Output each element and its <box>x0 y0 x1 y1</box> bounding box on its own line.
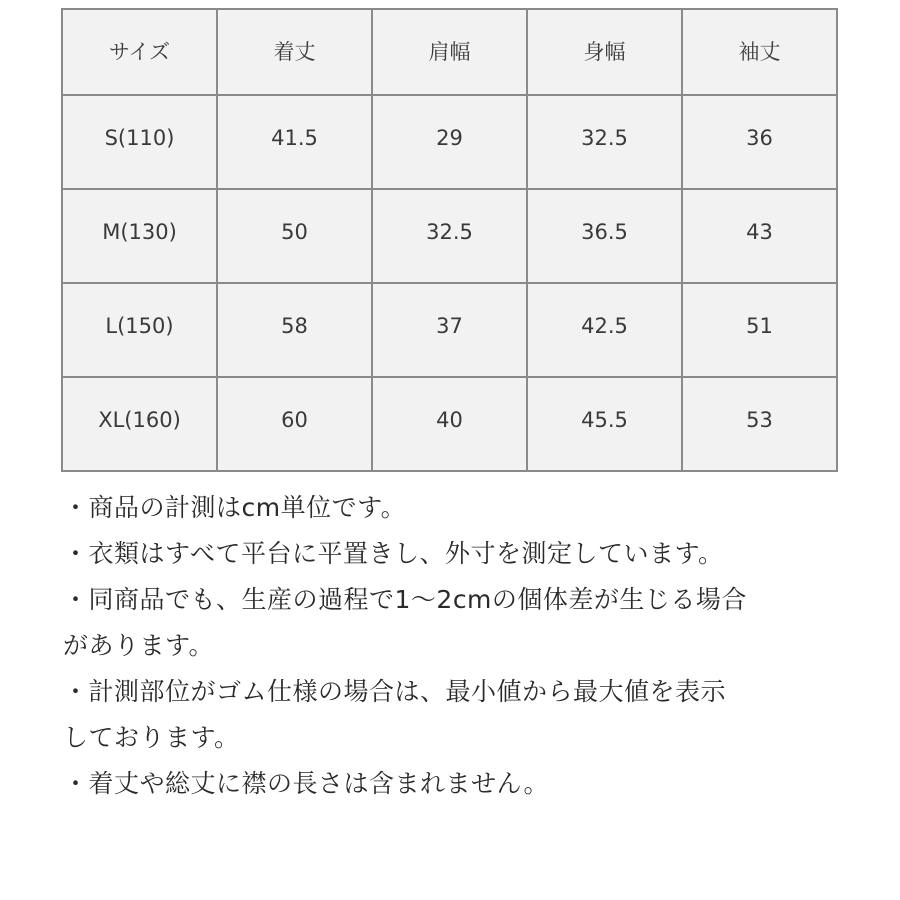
table-cell: 32.5 <box>527 95 682 189</box>
table-cell: 36 <box>682 95 837 189</box>
table-cell: 45.5 <box>527 377 682 471</box>
table-cell: 37 <box>372 283 527 377</box>
table-cell: XL(160) <box>62 377 217 471</box>
table-row <box>62 95 837 189</box>
table-row <box>62 189 837 283</box>
note-line: ・商品の計測はcm単位です。 <box>63 493 407 522</box>
table-cell: 60 <box>217 377 372 471</box>
table-cell: 43 <box>682 189 837 283</box>
header-size: サイズ <box>62 9 217 95</box>
table-cell: 51 <box>682 283 837 377</box>
note-line: ・計測部位がゴム仕様の場合は、最小値から最大値を表示 <box>63 677 727 706</box>
note-line: しております。 <box>63 723 240 752</box>
header-body-width: 身幅 <box>527 9 682 95</box>
note-line: があります。 <box>63 631 215 660</box>
note-line: ・衣類はすべて平台に平置きし、外寸を測定しています。 <box>63 539 724 568</box>
table-cell: L(150) <box>62 283 217 377</box>
table-cell: 50 <box>217 189 372 283</box>
size-chart-table <box>61 8 838 472</box>
measurement-notes <box>63 485 863 807</box>
table-cell: 29 <box>372 95 527 189</box>
table-cell: 36.5 <box>527 189 682 283</box>
table-cell: 53 <box>682 377 837 471</box>
note-line: ・着丈や総丈に襟の長さは含まれません。 <box>63 769 550 798</box>
table-cell: 42.5 <box>527 283 682 377</box>
table-cell: 58 <box>217 283 372 377</box>
table-row <box>62 283 837 377</box>
note-line: ・同商品でも、生産の過程で1〜2cmの個体差が生じる場合 <box>63 585 747 614</box>
header-shoulder-width: 肩幅 <box>372 9 527 95</box>
table-cell: M(130) <box>62 189 217 283</box>
table-cell: 32.5 <box>372 189 527 283</box>
header-sleeve-length: 袖丈 <box>682 9 837 95</box>
table-cell: 41.5 <box>217 95 372 189</box>
header-length: 着丈 <box>217 9 372 95</box>
table-row <box>62 377 837 471</box>
table-cell: S(110) <box>62 95 217 189</box>
table-cell: 40 <box>372 377 527 471</box>
table-header-row <box>62 9 837 95</box>
